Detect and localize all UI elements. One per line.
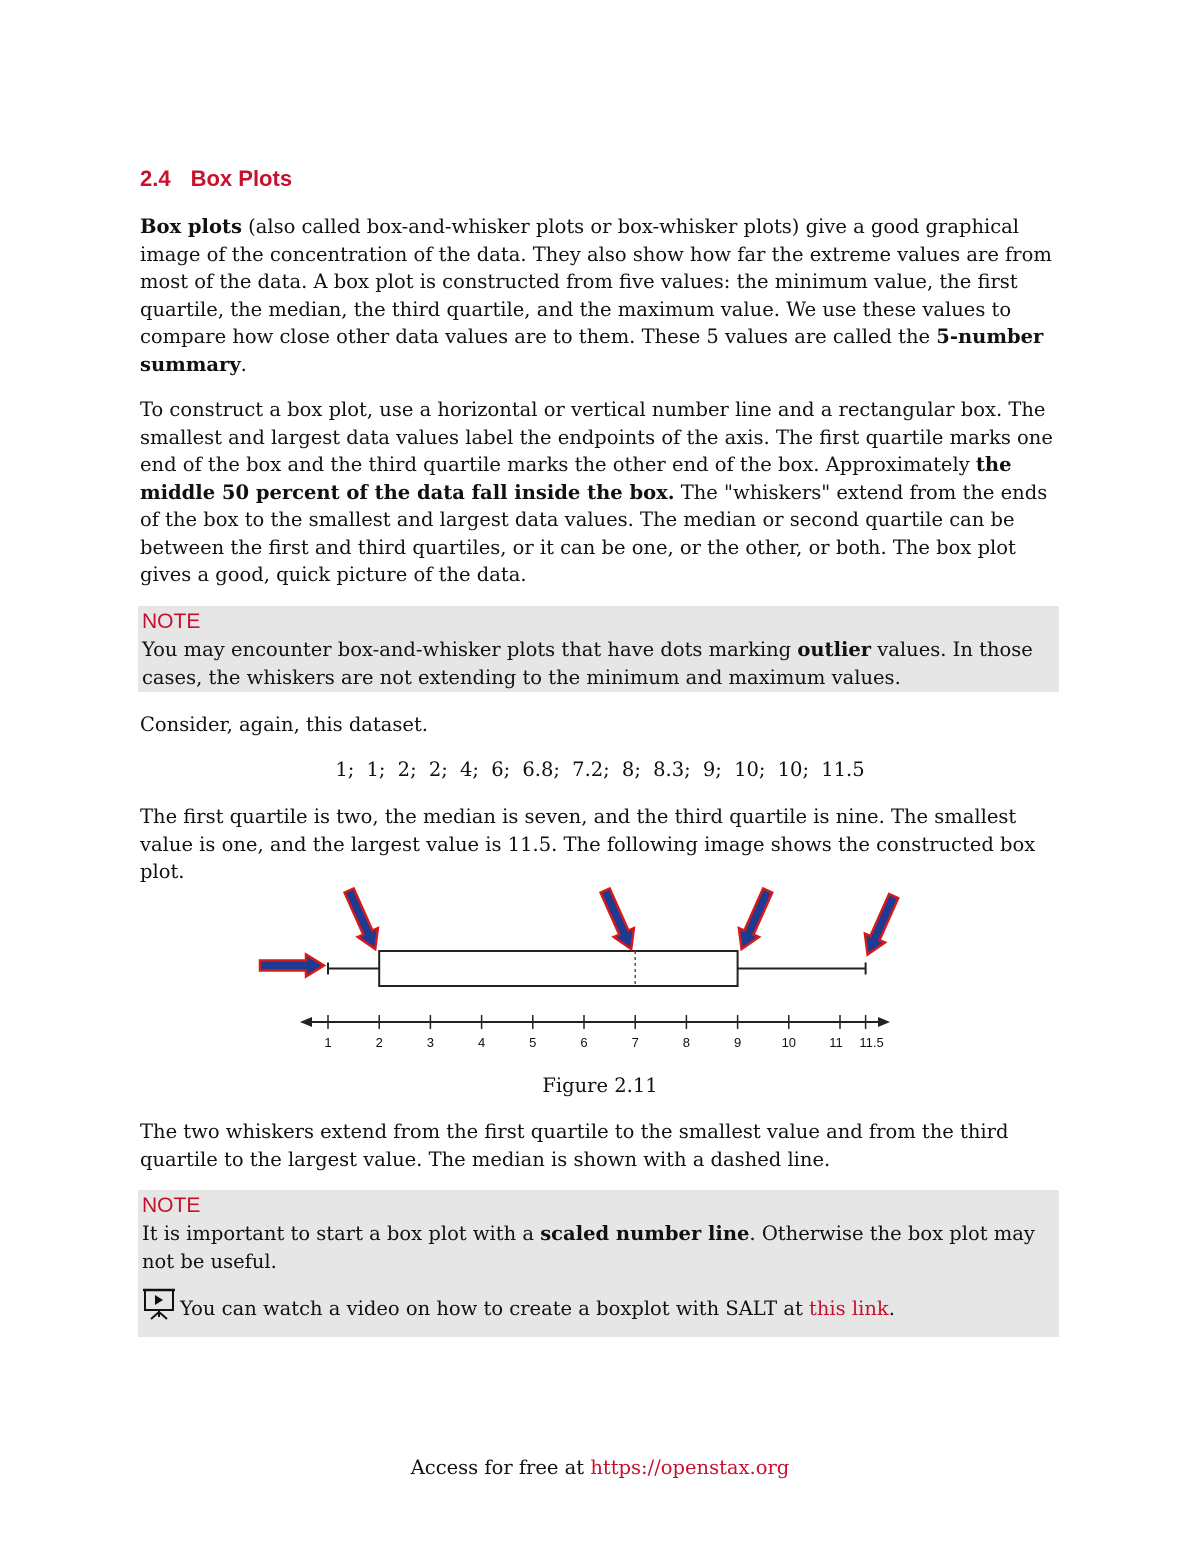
- box-plot-figure: [250, 880, 900, 1055]
- tick-label: 9: [733, 1035, 742, 1050]
- q1-arrow: [345, 889, 378, 950]
- term-box-plots: Box plots: [140, 215, 242, 238]
- section-number: 2.4: [140, 166, 171, 191]
- number-line-right-arrow: [878, 1017, 890, 1027]
- tick-label: 3: [426, 1035, 435, 1050]
- min-arrow: [260, 955, 324, 977]
- number-line-left-arrow: [300, 1017, 312, 1027]
- dataset-values: 1; 1; 2; 2; 4; 6; 6.8; 7.2; 8; 8.3; 9; 10; 10; 11.5: [335, 758, 865, 781]
- video-end: .: [888, 1297, 895, 1320]
- footer-text: Access for free at: [410, 1456, 591, 1479]
- note2-text-a: It is important to start a box plot with a: [142, 1222, 541, 1245]
- tick-label: 2: [375, 1035, 383, 1050]
- footer: [0, 1456, 1200, 1479]
- median-arrow: [601, 889, 634, 950]
- video-link[interactable]: this link: [809, 1297, 889, 1320]
- note-label: NOTE: [142, 1194, 201, 1217]
- tick-label: 8: [682, 1035, 691, 1050]
- tick-label: 10: [781, 1035, 797, 1050]
- note-text: [142, 1220, 1055, 1275]
- tick-label: 1: [324, 1035, 332, 1050]
- quartile-paragraph: The first quartile is two, the median is seven, and the third quartile is nine. The smallest value is one, and the largest value is 11.5. The following image shows the constructed box plot.: [140, 805, 1036, 883]
- intro-text: (also called box-and-whisker plots or box-whisker plots) give a good graphical image of the concentration of the data. They also show how far the extreme values are from most of the data. A box plot is constructed from five values: the minimum value, the first quartile, the median, the third quartile, and the maximum value. We use these values to compare how close other data values are to them. These 5 values are called the: [140, 215, 1052, 348]
- whiskers-paragraph: The two whiskers extend from the first quartile to the smallest value and from the third quartile to the largest value. The median is shown with a dashed line.: [140, 1120, 1009, 1171]
- note1-text-a: You may encounter box-and-whisker plots that have dots marking: [142, 638, 798, 661]
- openstax-link[interactable]: https://openstax.org: [590, 1456, 790, 1479]
- tick-label: 5: [529, 1035, 537, 1050]
- tick-label: 6: [580, 1035, 588, 1050]
- video-line: [142, 1287, 1055, 1323]
- note1-text-c: values. In those cases, the whiskers are not extending to the minimum and maximum values.: [142, 638, 1033, 689]
- section-title: Box Plots: [190, 166, 293, 191]
- figure-caption: Figure 2.11: [542, 1074, 658, 1097]
- tick-label: 4: [477, 1035, 486, 1050]
- max-arrow: [865, 894, 898, 955]
- intro-end: .: [240, 352, 247, 376]
- consider-paragraph: Consider, again, this dataset.: [140, 713, 428, 736]
- note2-text-c: . Otherwise the box plot may not be useful.: [142, 1222, 1035, 1273]
- video-presentation-icon: [142, 1287, 176, 1321]
- note-box-outliers: [138, 606, 1059, 692]
- term-5-number-summary: 5-number summary: [140, 325, 1044, 376]
- note-text: [142, 636, 1055, 691]
- note-label: NOTE: [142, 610, 201, 633]
- construct-paragraph: [140, 396, 1065, 589]
- q3-arrow: [739, 889, 772, 950]
- note1-bold: outlier: [797, 638, 872, 661]
- video-text: You can watch a video on how to create a boxplot with SALT at: [180, 1297, 810, 1320]
- construct-text-c: The "whiskers" extend from the ends of the box to the smallest and largest data values. The median or second quartile can be between the first and third quartiles, or it can be one, or the other, or both. The box plot gives a good, quick picture of the data.: [140, 480, 1048, 586]
- tick-label: 11: [829, 1035, 843, 1050]
- construct-bold: the middle 50 percent of the data fall inside the box.: [140, 453, 1012, 504]
- construct-text-a: To construct a box plot, use a horizontal or vertical number line and a rectangular box. The smallest and largest data values label the endpoints of the axis. The first quartile marks one end of the box and the third quartile marks the other end of the box. Approximately: [140, 398, 1053, 476]
- tick-label: 7: [631, 1035, 639, 1050]
- iqr-box: [379, 951, 737, 986]
- intro-paragraph: [140, 213, 1065, 378]
- section-heading: [140, 166, 292, 192]
- note-box-scaled: [138, 1190, 1059, 1337]
- note2-bold: scaled number line: [540, 1222, 750, 1245]
- box-plot-chart: [250, 880, 900, 1055]
- tick-label: 11.5: [859, 1035, 884, 1050]
